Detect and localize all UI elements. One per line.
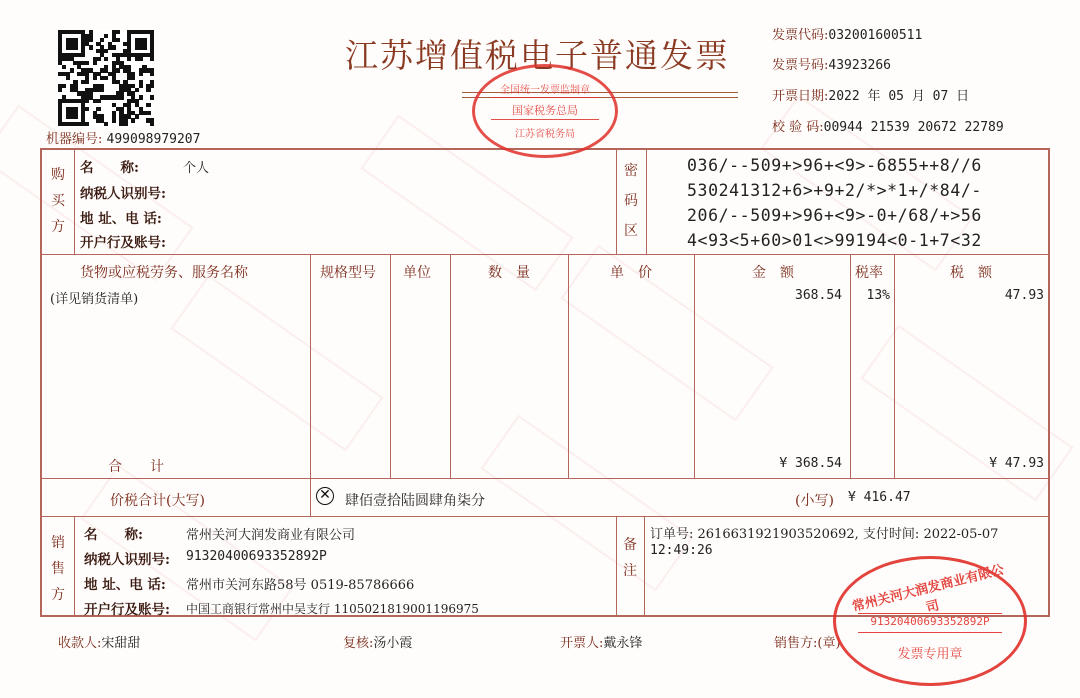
seller-address: 常州市关河东路58号 0519-85786666 xyxy=(186,578,415,593)
header-item-name: 货物或应税劳务、服务名称 xyxy=(80,265,248,281)
total-label: 合 计 xyxy=(108,459,164,475)
buyer-name-label: 名 称: xyxy=(80,160,139,176)
item-tax: 47.93 xyxy=(1004,288,1044,303)
buyer-side-label: 购买方 xyxy=(51,167,65,235)
remarks-line: 12:49:26 xyxy=(650,543,713,558)
invoice-date: 开票日期:2022 年 05 月 07 日 xyxy=(772,89,970,104)
invoice-title: 江苏增值税电子普通发票 xyxy=(345,36,730,75)
seller-address-label: 地 址、电 话: xyxy=(84,577,166,593)
item-amount: 368.54 xyxy=(795,288,842,303)
remarks-side-label: 备注 xyxy=(623,537,637,579)
buyer-bank-label: 开户行及账号: xyxy=(80,235,166,251)
seller-tax-id-label: 纳税人识别号: xyxy=(84,552,170,568)
sum-label: 价税合计(大写) xyxy=(110,493,205,509)
seller-name: 常州关河大润发商业有限公司 xyxy=(186,528,356,543)
invoice-code: 发票代码:032001600511 xyxy=(772,28,923,43)
seller-tax-id: 91320400693352892P xyxy=(186,549,327,564)
buyer-name: 个人 xyxy=(183,161,210,176)
seller-bank-label: 开户行及账号: xyxy=(84,602,170,618)
buyer-tax-id-label: 纳税人识别号: xyxy=(80,186,166,202)
machine-no xyxy=(46,128,200,147)
cipher-line: 206/--509+>96+<9>-0+/68/+>56 xyxy=(687,206,982,225)
reviewer: 复核:汤小霞 xyxy=(343,636,413,651)
tax-bureau-seal: 全国统一发票监制章 国家税务总局 江苏省税务局 xyxy=(472,64,618,158)
total-amount: ¥ 368.54 xyxy=(779,456,842,471)
invoice-number: 发票号码:43923266 xyxy=(772,58,892,73)
seller-side-label: 销售方 xyxy=(51,535,65,603)
header-quantity: 数 量 xyxy=(488,265,530,281)
buyer-address-label: 地 址、电 话: xyxy=(80,211,162,227)
cipher-line: 530241312+6>+9+2/*>*1+/*84/- xyxy=(687,181,982,200)
total-tax: ¥ 47.93 xyxy=(989,456,1044,471)
seller-bank: 中国工商银行常州中吴支行 1105021819001196975 xyxy=(186,602,479,616)
header-tax: 税 额 xyxy=(950,265,992,281)
remarks-line: 订单号: 2616631921903520692, 支付时间: 2022-05-07 xyxy=(650,527,999,542)
check-code: 校 验 码:00944 21539 20672 22789 xyxy=(772,120,1004,135)
payee: 收款人:宋甜甜 xyxy=(58,636,141,651)
cipher-line: 4<93<5+60>01<>99194<0-1+7<32 xyxy=(687,231,982,250)
sum-lower-label: (小写) xyxy=(795,493,834,509)
machine-no-label: 机器编号: xyxy=(46,132,103,147)
cipher-line: 036/--509+>96+<9>-6855++8//6 xyxy=(687,156,982,175)
cross-circle-icon: ✕ xyxy=(316,487,334,505)
qr-code xyxy=(58,30,154,126)
seller-seal-label: 销售方:(章) xyxy=(774,636,841,651)
company-invoice-seal: 常州关河大润发商业有限公司 91320400693352892P 发票专用章 xyxy=(833,556,1027,686)
sum-upper: 肆佰壹拾陆圆肆角柒分 xyxy=(345,493,485,509)
machine-no-value: 499098979207 xyxy=(106,132,201,147)
issuer: 开票人:戴永锋 xyxy=(560,636,643,651)
item-name: (详见销货清单) xyxy=(50,292,139,307)
header-spec: 规格型号 xyxy=(320,265,376,281)
header-unit: 单位 xyxy=(403,265,431,281)
header-tax-rate: 税率 xyxy=(855,265,883,281)
header-unit-price: 单 价 xyxy=(610,265,652,281)
cipher-side-label: 密码区 xyxy=(624,163,638,239)
header-amount: 金 额 xyxy=(752,265,794,281)
sum-lower: ¥ 416.47 xyxy=(848,490,911,505)
seller-name-label: 名 称: xyxy=(84,527,143,543)
item-tax-rate: 13% xyxy=(866,288,890,303)
